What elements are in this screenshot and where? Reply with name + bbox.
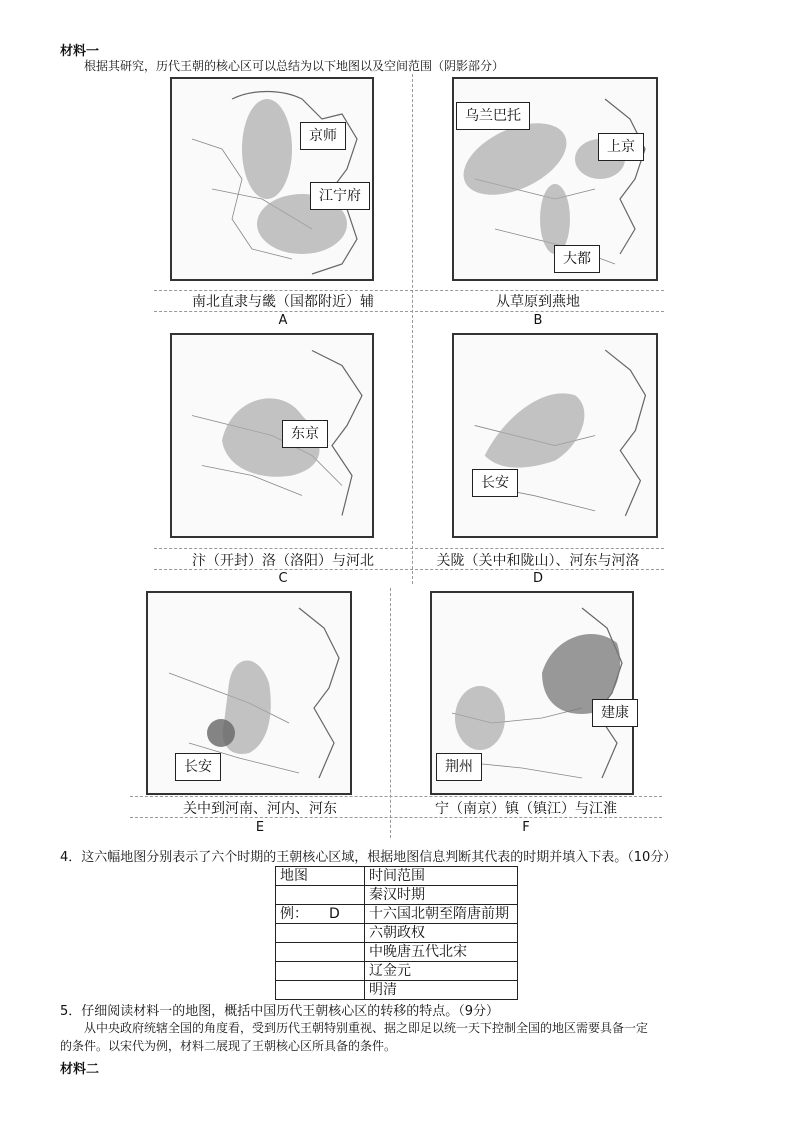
table-cell-map[interactable]	[276, 962, 365, 981]
map-a	[170, 77, 374, 281]
map-c-label-dongjing: 东京	[282, 420, 328, 448]
map-b-label-ulaanbaatar: 乌兰巴托	[456, 102, 530, 130]
map-e-letter: E	[255, 820, 265, 835]
table-row	[276, 962, 518, 981]
question-4: 4．这六幅地图分别表示了六个时期的王朝核心区域，根据地图信息判断其代表的时期并填入下表。（10分）	[60, 850, 677, 865]
map-a-letter: A	[278, 313, 288, 328]
table-cell-period: 明清	[365, 981, 518, 1000]
map-d-label-changan: 长安	[472, 469, 518, 497]
question-5: 5．仔细阅读材料一的地图，概括中国历代王朝核心区的转移的特点。（9分）	[60, 1004, 500, 1019]
map-a-label-jiangning: 江宁府	[310, 182, 370, 210]
table-row	[276, 886, 518, 905]
map-a-caption: 南北直隶与畿（国都附近）辅	[192, 294, 374, 310]
intro-text: 根据其研究，历代王朝的核心区可以总结为以下地图以及空间范围（阴影部分）	[84, 59, 505, 73]
map-d-caption: 关陇（关中和陇山）、河东与河洛	[436, 553, 640, 569]
material2-heading: 材料二	[60, 1062, 100, 1077]
grid-divider-h3	[154, 548, 664, 549]
map-f-label-jiankang: 建康	[592, 699, 638, 727]
table-cell-map[interactable]	[276, 924, 365, 943]
table-header-period: 时间范围	[365, 867, 518, 886]
map-d-letter: D	[532, 571, 543, 586]
map-c	[170, 333, 374, 538]
grid-divider-h2	[154, 311, 664, 312]
table-header-row	[276, 867, 518, 886]
map-e-caption: 关中到河南、河内、河东	[183, 801, 337, 817]
map-b-label-shangjing: 上京	[598, 133, 644, 161]
map-b-label-dadu: 大都	[554, 245, 600, 273]
grid-divider-h5	[130, 796, 662, 797]
material1-heading: 材料一	[60, 44, 100, 59]
grid-divider-v1	[412, 74, 413, 584]
period-table	[275, 866, 518, 1000]
map-b-caption: 从草原到燕地	[496, 294, 580, 310]
map-f-caption: 宁（南京）镇（镇江）与江淮	[435, 801, 617, 817]
map-e-label-changan: 长安	[175, 753, 221, 781]
paragraph-line-1: 从中央政府统辖全国的角度看，受到历代王朝特别重视、据之即足以统一天下控制全国的地区需要具备一定	[84, 1021, 649, 1035]
table-row	[276, 981, 518, 1000]
table-header-map: 地图	[276, 867, 365, 886]
map-f-letter: F	[522, 820, 530, 835]
paragraph-line-2: 的条件。以宋代为例，材料二展现了王朝核心区所具备的条件。	[60, 1039, 397, 1053]
map-f-label-jingzhou: 荆州	[436, 753, 482, 781]
table-cell-period: 秦汉时期	[365, 886, 518, 905]
table-cell-period: 十六国北朝至隋唐前期	[365, 905, 518, 924]
table-row	[276, 905, 518, 924]
table-cell-period: 中晚唐五代北宋	[365, 943, 518, 962]
map-c-letter: C	[278, 571, 288, 586]
map-c-caption: 汴（开封）洛（洛阳）与河北	[192, 553, 374, 569]
table-cell-period: 六朝政权	[365, 924, 518, 943]
table-cell-map[interactable]	[276, 981, 365, 1000]
table-cell-map[interactable]	[276, 886, 365, 905]
map-b-letter: B	[533, 313, 543, 328]
table-cell-map: 例： D	[276, 905, 365, 924]
table-cell-period: 辽金元	[365, 962, 518, 981]
map-d	[452, 333, 658, 538]
table-row	[276, 924, 518, 943]
map-a-label-jingshi: 京师	[300, 122, 346, 150]
table-cell-map[interactable]	[276, 943, 365, 962]
table-row	[276, 943, 518, 962]
